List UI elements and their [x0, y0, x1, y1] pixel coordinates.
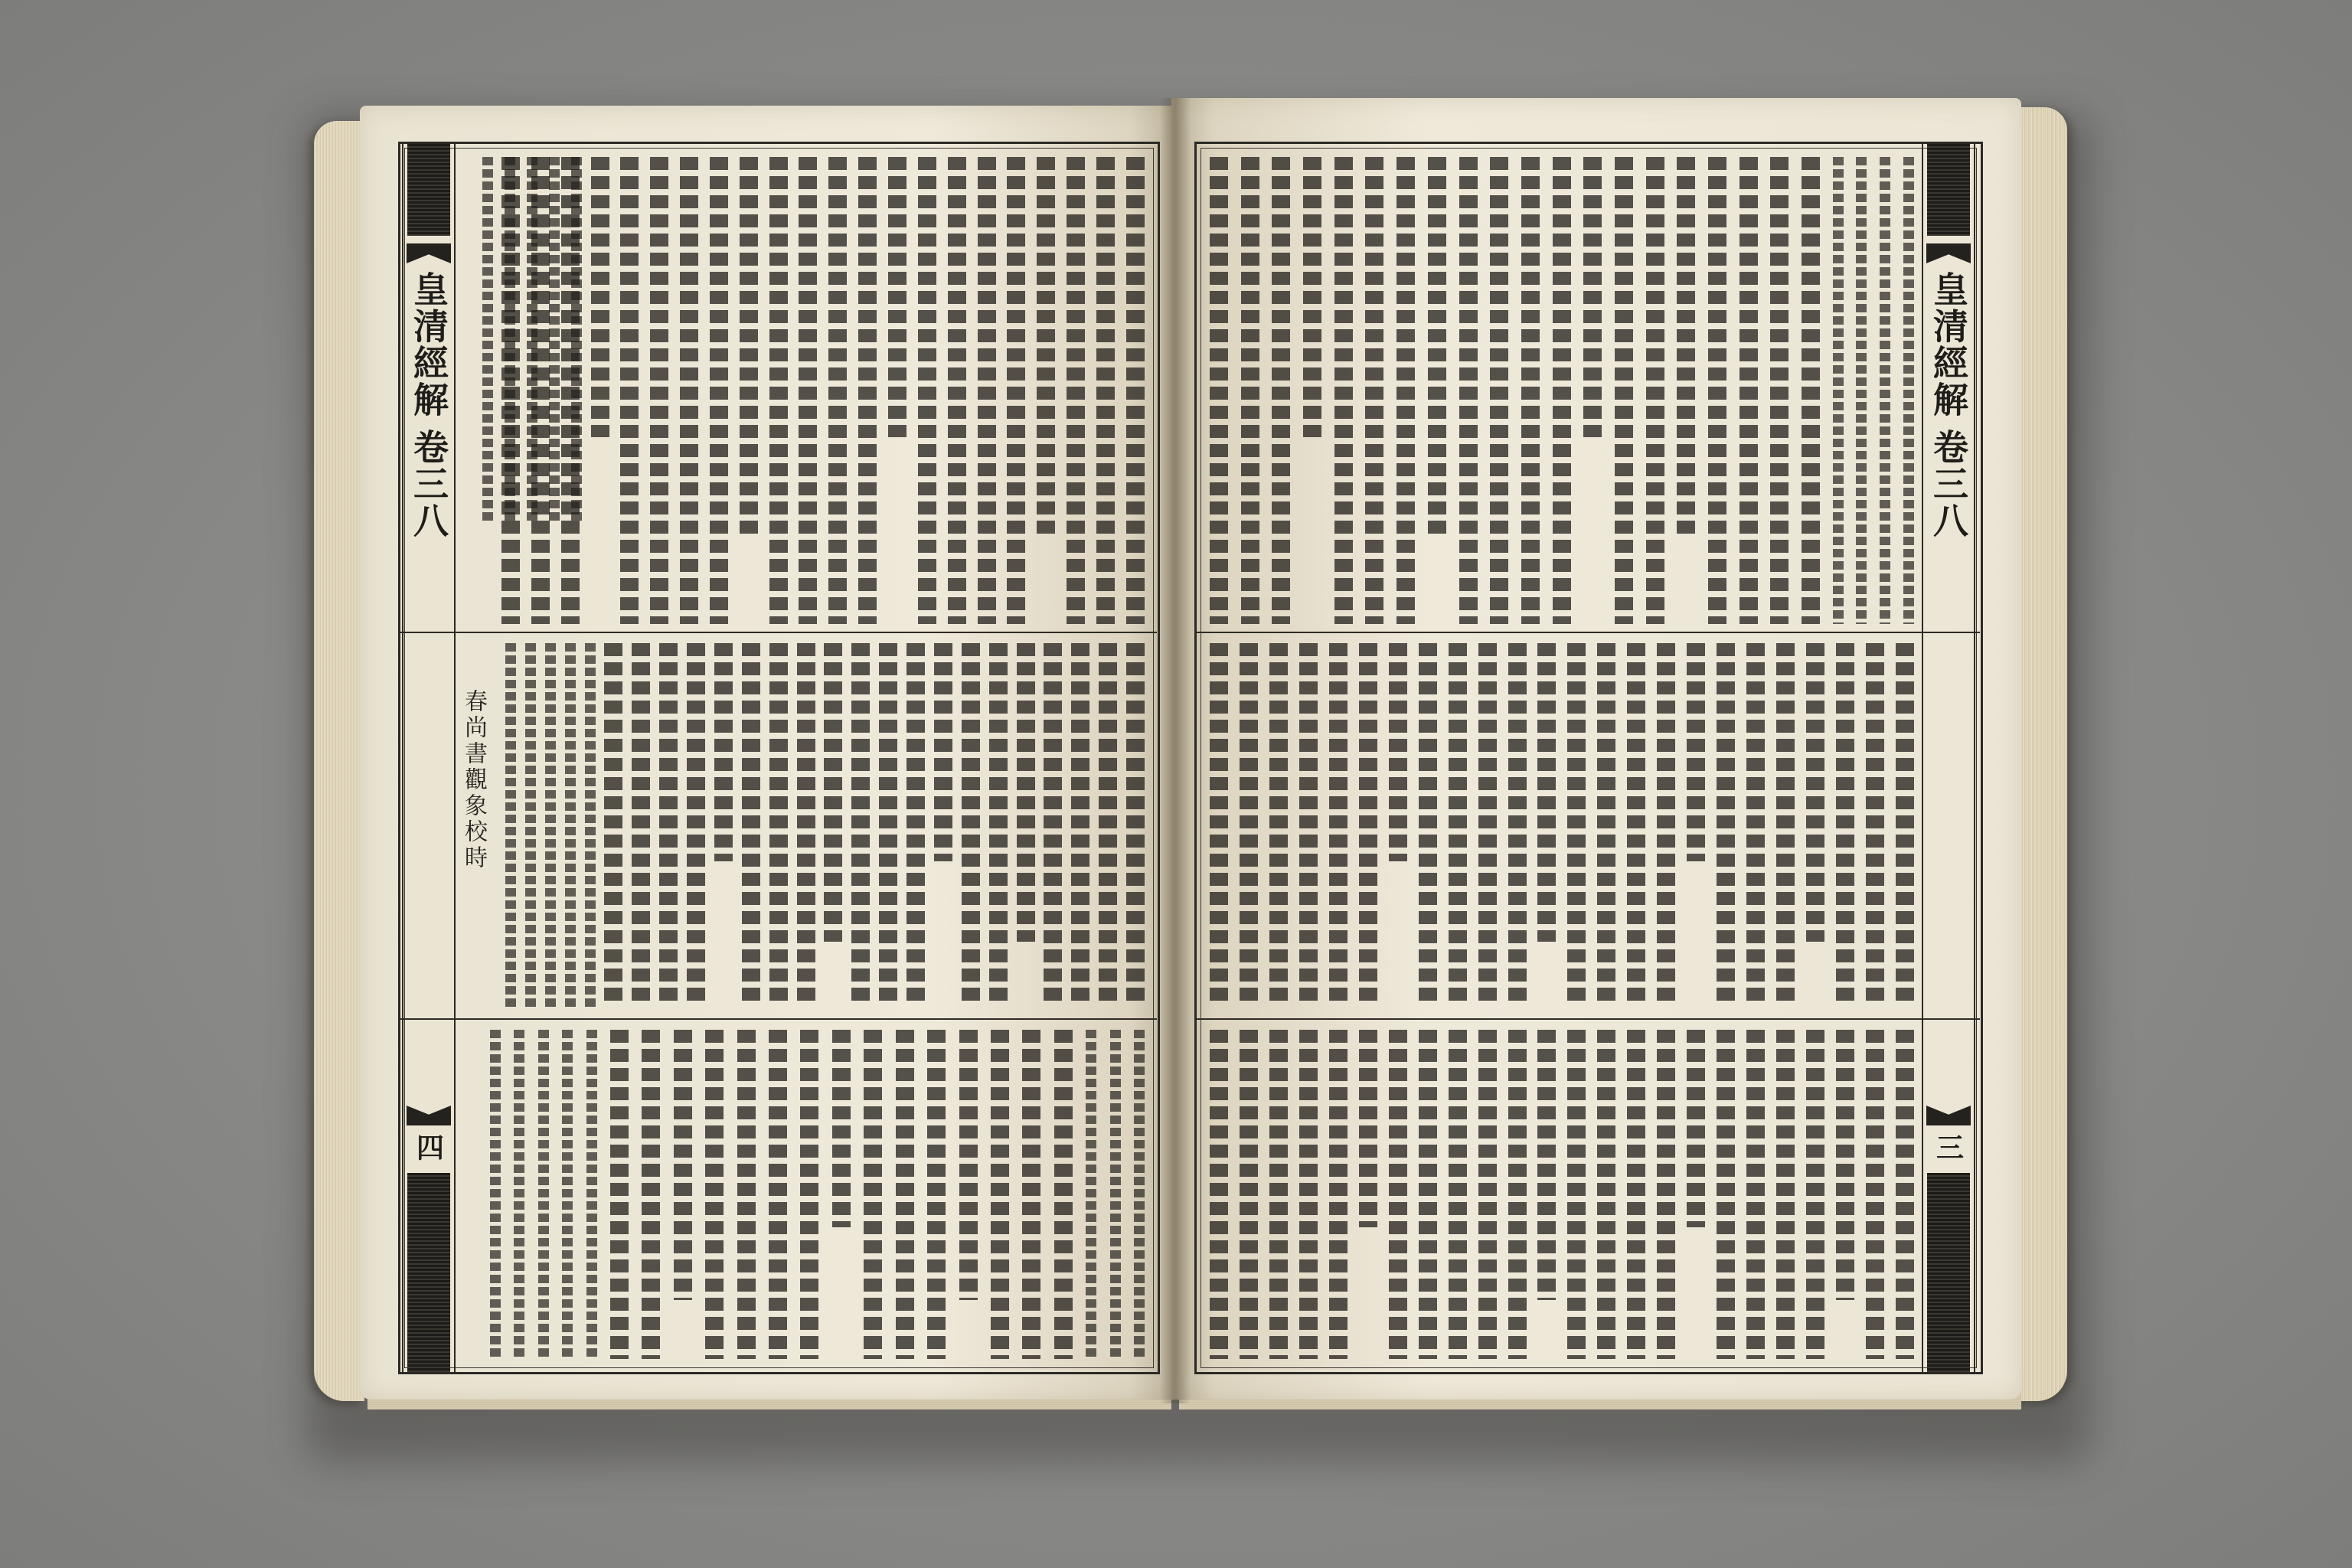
text-column	[828, 157, 847, 624]
text-column	[1067, 157, 1085, 624]
text-column	[620, 157, 639, 624]
text-column	[1478, 1030, 1497, 1359]
text-column	[642, 1030, 660, 1359]
text-column	[740, 157, 758, 540]
text-column	[1022, 1030, 1040, 1359]
note-column	[1903, 157, 1914, 624]
text-column	[1017, 643, 1035, 942]
right-page-stack-edge	[2014, 107, 2067, 1401]
note-column	[1856, 157, 1867, 624]
text-column	[1269, 1030, 1288, 1359]
right-band-rule-1	[1197, 632, 1980, 633]
left-fishtail-bottom-icon	[407, 1106, 451, 1125]
text-column	[714, 643, 733, 861]
text-column	[1037, 157, 1055, 540]
note-column	[527, 157, 537, 524]
text-column	[1708, 157, 1726, 624]
text-column	[978, 157, 996, 624]
right-band-1-text	[1210, 157, 1914, 624]
note-column	[490, 1030, 501, 1359]
text-column	[1687, 1030, 1705, 1227]
text-column	[1836, 643, 1854, 1007]
text-column	[1054, 1030, 1073, 1359]
right-fishtail-top-icon	[1926, 243, 1971, 263]
text-column	[1717, 1030, 1735, 1359]
text-column	[832, 1030, 851, 1227]
text-column	[1359, 1030, 1377, 1227]
text-column	[1210, 643, 1228, 1007]
text-column	[1419, 1030, 1437, 1359]
text-column	[1241, 157, 1259, 624]
right-running-title: 皇清經解	[1928, 271, 1969, 418]
text-column	[1896, 1030, 1914, 1359]
text-column	[918, 157, 936, 624]
text-column	[991, 1030, 1009, 1359]
note-column	[571, 157, 582, 524]
note-column	[1134, 1030, 1145, 1359]
text-column	[1866, 1030, 1884, 1359]
text-column	[1459, 157, 1478, 624]
left-band-2-text	[505, 643, 1145, 1007]
text-column	[737, 1030, 756, 1359]
text-column	[1240, 1030, 1258, 1359]
left-band-3-text	[490, 1030, 1145, 1359]
text-column	[906, 643, 925, 1007]
text-column	[1866, 643, 1884, 1007]
text-column	[604, 643, 622, 1007]
text-column	[1099, 643, 1117, 1007]
text-column	[1802, 157, 1820, 624]
text-column	[1303, 157, 1321, 437]
text-column	[1329, 1030, 1348, 1359]
text-column	[659, 643, 678, 1007]
text-column	[1776, 1030, 1795, 1359]
text-column	[1449, 1030, 1467, 1359]
note-column	[545, 643, 556, 1007]
text-column	[1567, 1030, 1586, 1359]
text-column	[1389, 1030, 1407, 1359]
text-column	[797, 643, 815, 1007]
text-column	[1508, 643, 1527, 1007]
left-folio: 四	[412, 1133, 445, 1161]
note-column	[538, 1030, 549, 1359]
right-band-2-text	[1210, 643, 1914, 1007]
text-column	[1717, 643, 1735, 1007]
text-column	[1096, 157, 1115, 624]
text-column	[1428, 157, 1446, 540]
text-column	[858, 157, 877, 624]
left-fishtail-top-icon	[407, 243, 451, 263]
text-column	[799, 157, 817, 624]
note-column	[565, 643, 576, 1007]
text-column	[632, 643, 650, 1007]
text-column	[742, 643, 760, 1007]
text-column	[710, 157, 728, 624]
left-page-stack-edge	[314, 121, 364, 1401]
text-column	[769, 157, 788, 624]
left-colophon: 春尚書觀象校時	[460, 689, 487, 871]
text-column	[680, 157, 698, 624]
text-column	[1334, 157, 1353, 624]
text-column	[1007, 157, 1025, 624]
text-column	[1583, 157, 1602, 437]
right-fishtail-bottom-icon	[1926, 1106, 1971, 1125]
text-column	[864, 1030, 882, 1359]
text-column	[879, 643, 897, 1007]
text-column	[1210, 157, 1228, 624]
text-column	[927, 1030, 946, 1359]
text-column	[1537, 1030, 1556, 1300]
text-column	[674, 1030, 692, 1300]
text-column	[1490, 157, 1508, 624]
text-column	[1210, 1030, 1228, 1359]
text-column	[1776, 643, 1795, 1007]
note-column	[514, 1030, 524, 1359]
text-column	[1746, 1030, 1765, 1359]
left-volume-mark: 卷三	[408, 429, 449, 502]
text-column	[1553, 157, 1571, 624]
text-column	[962, 643, 980, 1007]
text-column	[959, 1030, 978, 1300]
note-column	[1086, 1030, 1096, 1359]
text-column	[1657, 1030, 1675, 1359]
text-column	[1627, 643, 1645, 1007]
text-column	[1646, 157, 1664, 624]
text-column	[1272, 157, 1290, 624]
left-band-1-text	[501, 157, 1145, 624]
text-column	[769, 1030, 787, 1359]
right-band-rule-2	[1197, 1018, 1980, 1020]
text-column	[1269, 643, 1288, 1007]
right-title-strip	[1922, 144, 1975, 1372]
text-column	[1419, 643, 1437, 1007]
text-column	[1071, 643, 1089, 1007]
book-gutter	[1160, 98, 1191, 1403]
text-column	[1449, 643, 1467, 1007]
note-column	[549, 157, 560, 524]
note-column	[1110, 1030, 1121, 1359]
text-column	[1299, 1030, 1318, 1359]
note-column	[586, 1030, 597, 1359]
note-column	[1833, 157, 1844, 624]
left-title-strip	[402, 144, 456, 1372]
text-column	[1836, 1030, 1854, 1300]
left-band-1-notes	[482, 157, 582, 524]
text-column	[1677, 157, 1695, 540]
text-column	[1537, 643, 1556, 942]
left-band-rule-1	[400, 632, 1157, 633]
text-column	[896, 1030, 914, 1359]
text-column	[851, 643, 870, 1007]
text-column	[769, 643, 788, 1007]
text-column	[1770, 157, 1788, 624]
text-column	[1478, 643, 1497, 1007]
text-column	[1746, 643, 1765, 1007]
note-column	[585, 643, 596, 1007]
text-column	[1126, 157, 1145, 624]
text-column	[1896, 643, 1914, 1007]
text-column	[1359, 643, 1377, 1007]
text-column	[888, 157, 906, 437]
text-column	[1044, 643, 1062, 1007]
note-column	[562, 1030, 573, 1359]
text-column	[705, 1030, 724, 1359]
left-running-title: 皇清經解	[408, 271, 449, 418]
text-column	[1740, 157, 1758, 624]
note-column	[1880, 157, 1890, 624]
text-column	[1329, 643, 1348, 1007]
note-column	[505, 157, 515, 524]
text-column	[1806, 1030, 1824, 1359]
left-volume-number: 八	[408, 502, 449, 539]
text-column	[934, 643, 952, 861]
left-title-bottom-bar	[407, 1173, 450, 1372]
text-column	[989, 643, 1008, 1007]
text-column	[1597, 643, 1615, 1007]
right-folio: 三	[1932, 1133, 1965, 1161]
text-column	[824, 643, 842, 942]
note-column	[525, 643, 536, 1007]
text-column	[1240, 643, 1258, 1007]
text-column	[591, 157, 609, 437]
text-column	[1299, 643, 1318, 1007]
right-title-top-bar	[1927, 144, 1970, 236]
text-column	[1567, 643, 1586, 1007]
left-band-rule-2	[400, 1018, 1157, 1020]
right-volume-mark: 卷三	[1928, 429, 1969, 502]
text-column	[1657, 643, 1675, 1007]
right-title-bottom-bar	[1927, 1173, 1970, 1372]
text-column	[610, 1030, 629, 1359]
right-band-3-text	[1210, 1030, 1914, 1359]
text-column	[1126, 643, 1145, 1007]
note-column	[505, 643, 516, 1007]
text-column	[1627, 1030, 1645, 1359]
right-volume-number: 八	[1928, 502, 1969, 539]
text-column	[1365, 157, 1383, 624]
text-column	[1806, 643, 1824, 942]
text-column	[948, 157, 966, 624]
note-column	[482, 157, 493, 524]
text-column	[1597, 1030, 1615, 1359]
text-column	[1615, 157, 1633, 624]
text-column	[650, 157, 668, 624]
text-column	[1396, 157, 1415, 624]
text-column	[800, 1030, 818, 1359]
left-title-top-bar	[407, 144, 450, 236]
text-column	[1687, 643, 1705, 861]
text-column	[1521, 157, 1540, 624]
text-column	[1389, 643, 1407, 861]
text-column	[1508, 1030, 1527, 1359]
text-column	[687, 643, 705, 1007]
